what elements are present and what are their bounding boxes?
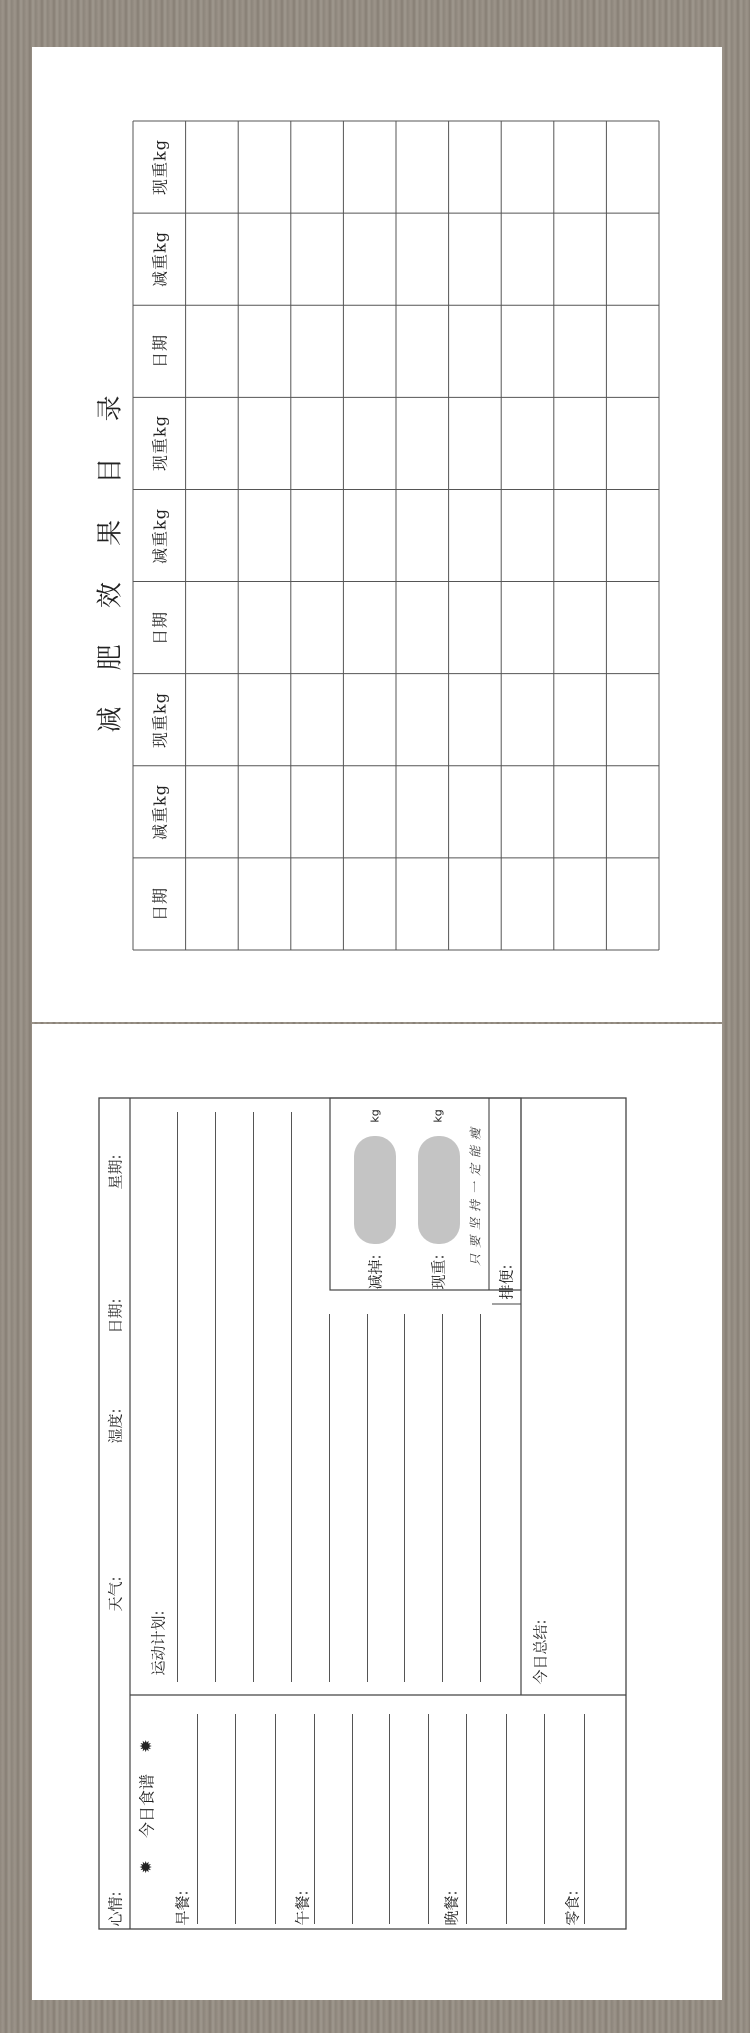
exercise-line[interactable] [329,1314,330,1682]
snack-line[interactable] [584,1714,585,1924]
table-header-cell: 现重kg [150,415,170,472]
diary-page [32,1024,722,2000]
humidity-label: 湿度: [106,1408,125,1444]
table-header-cell: 日期 [150,334,170,369]
weather-label: 天气: [106,1576,125,1612]
breakfast-label: 早餐: [173,1890,192,1926]
results-page [32,47,722,1022]
bowel-label: 排便: [497,1264,516,1300]
exercise-label: 运动计划: [149,1610,168,1676]
lost-unit: kg [368,1109,382,1123]
sun-icon: ✹ [136,1860,156,1874]
table-header-cell: 现重kg [150,139,170,196]
exercise-line[interactable] [480,1314,481,1682]
lunch-line[interactable] [314,1714,315,1924]
summary-label: 今日总结: [531,1619,550,1685]
snack-label: 零食: [563,1890,582,1926]
exercise-line[interactable] [177,1112,178,1682]
exercise-line[interactable] [367,1314,368,1682]
dinner-line[interactable] [428,1714,429,1924]
exercise-line[interactable] [291,1112,292,1682]
table-header-cell: 日期 [150,610,170,645]
results-title: 减 肥 效 果 目 录 [95,381,126,733]
mood-label: 心情: [106,1891,125,1927]
date-label: 日期: [106,1298,125,1334]
breakfast-line[interactable] [197,1714,198,1924]
table-header-cell: 减重kg [150,507,170,564]
results-table-grid [32,47,722,1022]
sun-icon: ✹ [136,1739,156,1753]
table-header-cell: 日期 [150,886,170,921]
recipe-title: 今日食谱 [137,1773,157,1839]
diary-grid [32,1024,722,2000]
exercise-line[interactable] [442,1314,443,1682]
snack-line[interactable] [506,1714,507,1924]
exercise-line[interactable] [253,1112,254,1682]
current-label: 现重: [429,1254,448,1290]
lunch-line[interactable] [352,1714,353,1924]
table-header-cell: 现重kg [150,691,170,748]
dinner-line[interactable] [389,1714,390,1924]
weekday-label: 星期: [106,1154,125,1190]
current-unit: kg [431,1109,445,1123]
breakfast-line[interactable] [235,1714,236,1924]
table-header-cell: 减重kg [150,231,170,288]
lunch-line[interactable] [275,1714,276,1924]
lost-label: 减掉: [366,1254,385,1290]
dinner-label: 晚餐: [442,1890,461,1926]
slogan: 只要坚持一定能瘦 [468,1121,483,1267]
dinner-line[interactable] [466,1714,467,1924]
exercise-line[interactable] [404,1314,405,1682]
lunch-label: 午餐: [293,1890,312,1926]
exercise-line[interactable] [215,1112,216,1682]
snack-line[interactable] [544,1714,545,1924]
table-header-cell: 减重kg [150,783,170,840]
